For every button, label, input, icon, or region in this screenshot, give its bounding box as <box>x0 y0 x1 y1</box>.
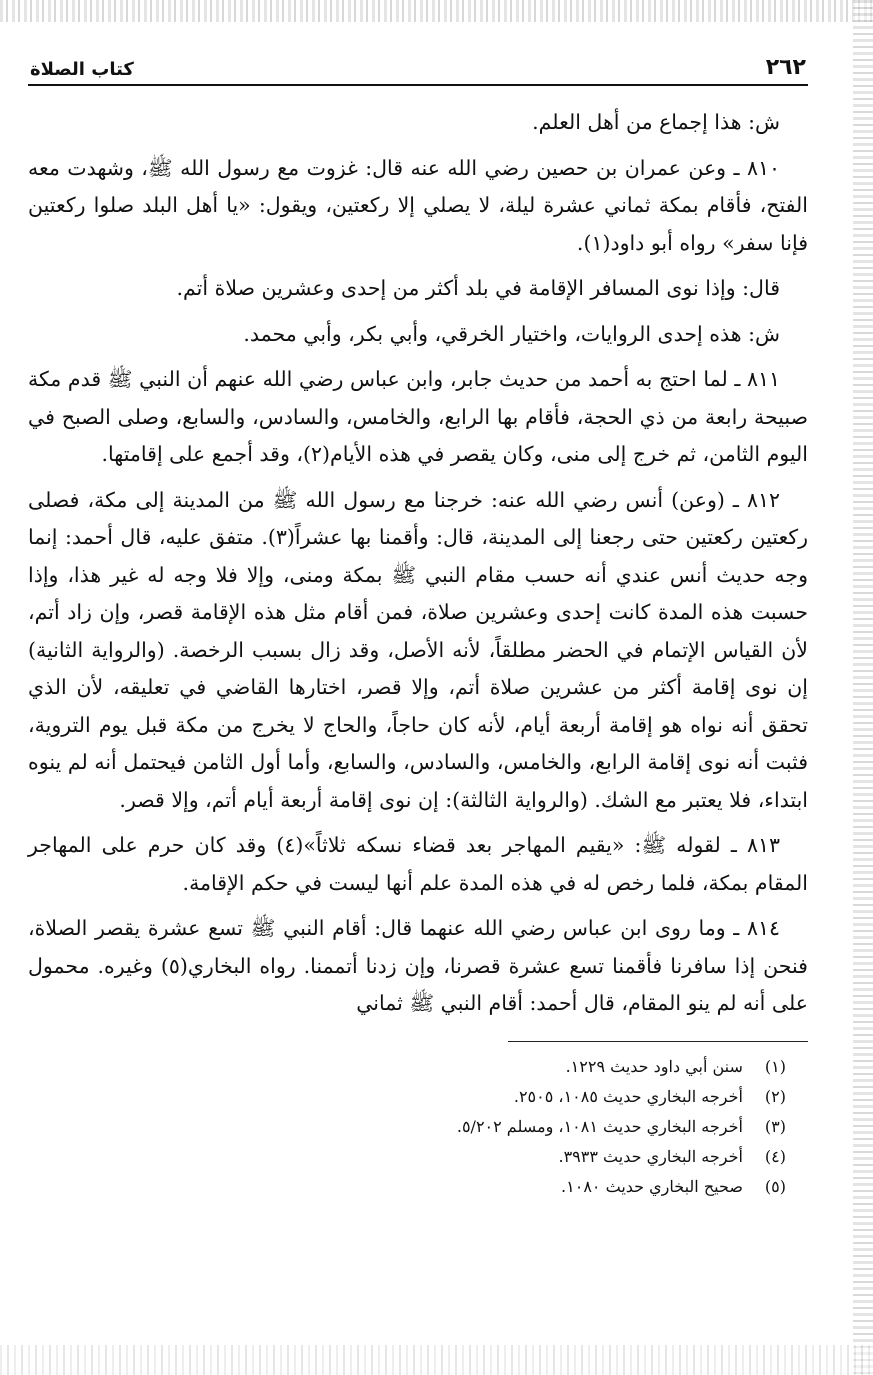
paragraph: قال: وإذا نوى المسافر الإقامة في بلد أكثر من إحدى وعشرين صلاة أتم. <box>176 276 780 300</box>
footnote-separator <box>508 1041 808 1042</box>
page-number: ٢٦٢ <box>765 55 806 80</box>
paragraph: ٨١٠ ـ وعن عمران بن حصين رضي الله عنه قال: غزوت مع رسول الله ﷺ، وشهدت معه الفتح، فأقام بمكة ثماني عشرة ليلة، لا يصلي إلا ركعتين، ويقول: «يا أهل البلد صلوا ركعتين فإنا سفر» رواه أبو داود(١). <box>28 155 808 255</box>
page-header <box>28 40 808 86</box>
paragraph: ٨١٤ ـ وما روى ابن عباس رضي الله عنهما قال: أقام النبي ﷺ تسع عشرة يقصر الصلاة، فنحن إذا سافرنا فأقمنا تسع عشرة قصرنا، وإن زدنا أتممنا. رواه البخاري(٥) وغيره. محمول على أنه لم ينو المقام، قال أحمد: أقام النبي ﷺ ثماني <box>28 916 808 1015</box>
paragraph: ش: هذه إحدى الروايات، واختيار الخرقي، وأبي بكر، وأبي محمد. <box>243 321 780 346</box>
footnote-item <box>28 1052 786 1082</box>
footnote-text: صحيح البخاري حديث ١٠٨٠. <box>561 1176 743 1196</box>
paragraph: ٨١١ ـ لما احتج به أحمد من حديث جابر، وابن عباس رضي الله عنهم أن النبي ﷺ قدم مكة صبيحة رابعة من ذي الحجة، فأقام بها الرابع، والخامس، والسادس، والسابع، وصلى الصبح في اليوم الثامن، ثم خرج إلى منى، وكان يقصر في هذه الأيام(٢)، وقد أجمع على إقامتها. <box>28 367 808 466</box>
footnote-text: أخرجه البخاري حديث ١٠٨١، ومسلم ٥/٢٠٢. <box>456 1116 743 1136</box>
footnote-item <box>28 1172 786 1202</box>
decorative-top-border <box>0 0 873 22</box>
footnote-number: (٣) <box>764 1116 786 1136</box>
footnote-number: (١) <box>764 1056 786 1076</box>
paragraph: ٨١٢ ـ (وعن) أنس رضي الله عنه: خرجنا مع رسول الله ﷺ من المدينة إلى مكة، فصلى ركعتين ركعتين حتى رجعنا إلى المدينة، قال: وأقمنا بها عشراً(٣). متفق عليه، قال أحمد: إنما وجه حديث أنس عندي أنه حسب مقام النبي ﷺ بمكة ومنى، وإلا فلا وجه له غير هذا، وإذا حسبت هذه المدة كانت إحدى وعشرين صلاة، فمن أقام مثل هذه الإقامة قصر، وإن زاد أتم، لأن القياس الإتمام في الحضر مطلقاً، لأنه الأصل، وقد زال بسبب الرخصة. (والرواية الثانية) إن نوى إقامة أكثر من عشرين صلاة أتم، وإلا قصر، اختارها القاضي في تعليقه، لأن الذي تحقق أنه نواه هو إقامة أربعة أيام، لأنه كان حاجاً، والحاج لا يخرج من مكة قبل يوم التروية، فثبت أنه نوى إقامة الرابع، والخامس، والسادس، والسابع، وأما أول الثامن فيحتمل أنه لم ينوه ابتداء، فلا يعتبر مع الشك. (والرواية الثالثة): إن نوى إقامة أربعة أيام أتم، وإلا قصر. <box>28 487 808 812</box>
footnote-text: أخرجه البخاري حديث ٣٩٣٣. <box>558 1146 743 1166</box>
footnotes <box>28 1052 808 1202</box>
paragraph: ش: هذا إجماع من أهل العلم. <box>532 110 780 134</box>
paragraph: ٨١٣ ـ لقوله ﷺ: «يقيم المهاجر بعد قضاء نسكه ثلاثاً»(٤) وقد كان حرم على المهاجر المقام بمكة، فلما رخص له في هذه المدة علم أنها ليست في حكم الإقامة. <box>28 833 808 895</box>
footnote-number: (٢) <box>764 1086 786 1106</box>
chapter-title: كتاب الصلاة <box>30 59 134 80</box>
footnote-text: سنن أبي داود حديث ١٢٢٩. <box>565 1056 743 1076</box>
footnote-number: (٥) <box>764 1176 786 1196</box>
book-page <box>28 40 808 1202</box>
decorative-right-border <box>853 0 873 1375</box>
footnote-item <box>28 1142 786 1172</box>
main-text <box>28 104 808 1023</box>
footnote-number: (٤) <box>764 1146 786 1166</box>
footnote-item <box>28 1082 786 1112</box>
footnote-text: أخرجه البخاري حديث ١٠٨٥، ٢٥٠٥. <box>513 1086 743 1106</box>
footnote-item <box>28 1112 786 1142</box>
decorative-bottom-border <box>0 1345 873 1375</box>
